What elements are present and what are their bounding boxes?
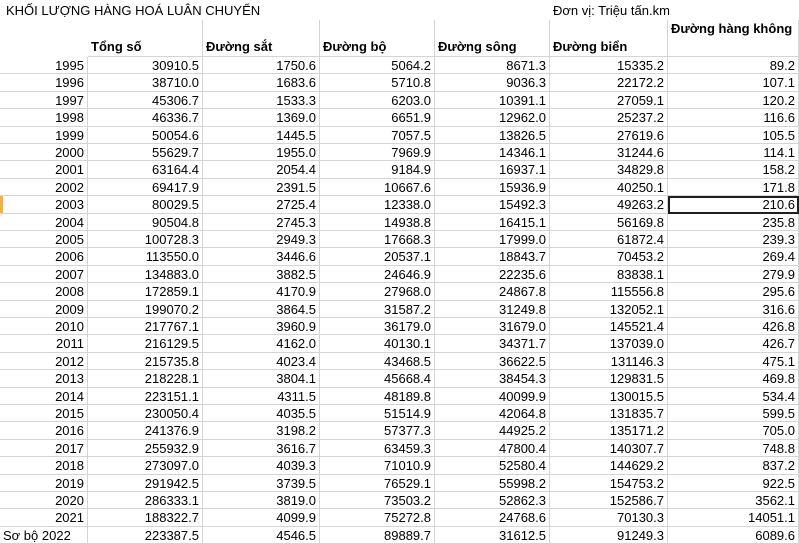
table-cell[interactable]: 4035.5 [203, 405, 320, 422]
year-cell[interactable]: 2002 [0, 179, 88, 196]
year-cell[interactable]: 2021 [0, 509, 88, 526]
table-cell[interactable]: 107.1 [668, 74, 799, 91]
column-header[interactable]: Đường sắt [203, 20, 320, 57]
table-cell[interactable]: 218228.1 [88, 370, 203, 387]
table-cell[interactable]: 12962.0 [435, 109, 550, 126]
table-cell[interactable]: 40250.1 [550, 179, 668, 196]
table-cell[interactable]: 1955.0 [203, 144, 320, 161]
table-cell[interactable]: 34371.7 [435, 335, 550, 352]
table-cell[interactable]: 239.3 [668, 231, 799, 248]
table-cell[interactable]: 52862.3 [435, 492, 550, 509]
table-cell[interactable]: 31249.8 [435, 301, 550, 318]
column-header[interactable]: Đường hàng không [668, 20, 799, 57]
table-cell[interactable]: 171.8 [668, 179, 799, 196]
table-cell[interactable]: 316.6 [668, 301, 799, 318]
table-cell[interactable]: 14051.1 [668, 509, 799, 526]
table-cell[interactable]: 135171.2 [550, 422, 668, 439]
table-cell[interactable]: 223151.1 [88, 388, 203, 405]
table-cell[interactable]: 24768.6 [435, 509, 550, 526]
table-cell[interactable]: 4162.0 [203, 335, 320, 352]
table-cell[interactable]: 57377.3 [320, 422, 435, 439]
table-cell[interactable]: 89889.7 [320, 527, 435, 544]
table-cell[interactable]: 31244.6 [550, 144, 668, 161]
table-cell[interactable]: 113550.0 [88, 248, 203, 265]
table-cell[interactable]: 63164.4 [88, 161, 203, 178]
table-cell[interactable]: 295.6 [668, 283, 799, 300]
table-cell[interactable]: 15936.9 [435, 179, 550, 196]
table-cell[interactable]: 10391.1 [435, 92, 550, 109]
column-header[interactable]: Đường biển [550, 20, 668, 57]
table-cell[interactable]: 116.6 [668, 109, 799, 126]
table-cell[interactable]: 45306.7 [88, 92, 203, 109]
table-cell[interactable]: 27968.0 [320, 283, 435, 300]
table-cell[interactable]: 22235.6 [435, 266, 550, 283]
table-cell[interactable]: 34829.8 [550, 161, 668, 178]
table-cell[interactable]: 291942.5 [88, 475, 203, 492]
table-cell[interactable]: 705.0 [668, 422, 799, 439]
table-cell[interactable]: 273097.0 [88, 457, 203, 474]
unit-label: Đơn vị: Triệu tấn.km [553, 3, 670, 18]
table-cell[interactable]: 137039.0 [550, 335, 668, 352]
table-cell[interactable]: 6651.9 [320, 109, 435, 126]
year-cell[interactable]: 2007 [0, 266, 88, 283]
table-cell[interactable]: 51514.9 [320, 405, 435, 422]
table-cell[interactable]: 158.2 [668, 161, 799, 178]
table-cell[interactable]: 748.8 [668, 440, 799, 457]
table-cell[interactable]: 3882.5 [203, 266, 320, 283]
year-cell[interactable]: 2015 [0, 405, 88, 422]
table-cell[interactable]: 55998.2 [435, 475, 550, 492]
table-cell[interactable]: 24867.8 [435, 283, 550, 300]
table-cell[interactable]: 215735.8 [88, 353, 203, 370]
table-cell[interactable]: 426.7 [668, 335, 799, 352]
table-cell[interactable]: 42064.8 [435, 405, 550, 422]
table-cell[interactable]: 49263.2 [550, 196, 668, 213]
table-cell[interactable]: 2949.3 [203, 231, 320, 248]
year-cell[interactable]: 1999 [0, 127, 88, 144]
table-cell[interactable]: 4023.4 [203, 353, 320, 370]
table-cell[interactable]: 48189.8 [320, 388, 435, 405]
year-cell[interactable]: 2013 [0, 370, 88, 387]
table-cell[interactable]: 45668.4 [320, 370, 435, 387]
year-cell[interactable]: 1996 [0, 74, 88, 91]
table-cell[interactable]: 9184.9 [320, 161, 435, 178]
table-cell[interactable]: 6203.0 [320, 92, 435, 109]
table-cell[interactable]: 61872.4 [550, 231, 668, 248]
table-cell[interactable]: 131146.3 [550, 353, 668, 370]
table-cell[interactable]: 426.8 [668, 318, 799, 335]
table-cell[interactable]: 24646.9 [320, 266, 435, 283]
table-cell[interactable]: 2054.4 [203, 161, 320, 178]
table-cell[interactable]: 837.2 [668, 457, 799, 474]
table-cell[interactable]: 1369.0 [203, 109, 320, 126]
table-cell[interactable]: 132052.1 [550, 301, 668, 318]
table-cell[interactable]: 14346.1 [435, 144, 550, 161]
year-cell[interactable]: 2012 [0, 353, 88, 370]
year-cell[interactable]: 2005 [0, 231, 88, 248]
table-cell[interactable]: 130015.5 [550, 388, 668, 405]
year-cell[interactable]: 1995 [0, 57, 88, 74]
table-cell[interactable]: 172859.1 [88, 283, 203, 300]
table-cell[interactable]: 4170.9 [203, 283, 320, 300]
column-header[interactable]: Tổng số [88, 20, 203, 57]
table-cell[interactable]: 3739.5 [203, 475, 320, 492]
table-cell[interactable]: 144629.2 [550, 457, 668, 474]
table-cell[interactable]: 269.4 [668, 248, 799, 265]
table-cell[interactable]: 223387.5 [88, 527, 203, 544]
year-cell[interactable]: 2009 [0, 301, 88, 318]
table-cell[interactable]: 50054.6 [88, 127, 203, 144]
table-cell[interactable]: 80029.5 [88, 196, 203, 213]
table-cell[interactable]: 44925.2 [435, 422, 550, 439]
table-cell[interactable]: 7057.5 [320, 127, 435, 144]
table-cell[interactable]: 36179.0 [320, 318, 435, 335]
column-header[interactable]: Đường sông [435, 20, 550, 57]
table-cell[interactable]: 14938.8 [320, 214, 435, 231]
year-cell[interactable]: 2003 [0, 196, 88, 213]
year-cell[interactable]: Sơ bộ 2022 [0, 527, 88, 544]
table-cell[interactable]: 36622.5 [435, 353, 550, 370]
table-cell[interactable]: 286333.1 [88, 492, 203, 509]
table-cell[interactable]: 7969.9 [320, 144, 435, 161]
table-cell[interactable]: 131835.7 [550, 405, 668, 422]
table-cell[interactable]: 52580.4 [435, 457, 550, 474]
table-cell[interactable]: 2725.4 [203, 196, 320, 213]
year-cell[interactable]: 1998 [0, 109, 88, 126]
table-cell[interactable]: 4311.5 [203, 388, 320, 405]
table-cell[interactable]: 230050.4 [88, 405, 203, 422]
table-cell[interactable]: 235.8 [668, 214, 799, 231]
table-cell[interactable]: 3616.7 [203, 440, 320, 457]
year-cell[interactable]: 2016 [0, 422, 88, 439]
year-cell[interactable]: 2011 [0, 335, 88, 352]
table-cell[interactable]: 70130.3 [550, 509, 668, 526]
table-cell[interactable]: 217767.1 [88, 318, 203, 335]
year-cell[interactable]: 2010 [0, 318, 88, 335]
table-cell[interactable]: 25237.2 [550, 109, 668, 126]
table-cell[interactable]: 1533.3 [203, 92, 320, 109]
table-cell[interactable]: 46336.7 [88, 109, 203, 126]
table-cell[interactable]: 38454.3 [435, 370, 550, 387]
table-cell[interactable]: 30910.5 [88, 57, 203, 74]
table-cell[interactable]: 76529.1 [320, 475, 435, 492]
table-cell[interactable]: 90504.8 [88, 214, 203, 231]
table-cell[interactable]: 3960.9 [203, 318, 320, 335]
table-cell[interactable]: 17999.0 [435, 231, 550, 248]
table-cell[interactable]: 9036.3 [435, 74, 550, 91]
table-cell[interactable]: 1445.5 [203, 127, 320, 144]
table-cell[interactable]: 1683.6 [203, 74, 320, 91]
table-cell[interactable]: 134883.0 [88, 266, 203, 283]
table-cell[interactable]: 38710.0 [88, 74, 203, 91]
table-cell[interactable]: 152586.7 [550, 492, 668, 509]
table-cell[interactable]: 17668.3 [320, 231, 435, 248]
table-cell[interactable]: 31612.5 [435, 527, 550, 544]
table-cell[interactable]: 56169.8 [550, 214, 668, 231]
table-cell[interactable]: 129831.5 [550, 370, 668, 387]
year-cell[interactable]: 1997 [0, 92, 88, 109]
table-cell[interactable]: 475.1 [668, 353, 799, 370]
table-cell[interactable]: 115556.8 [550, 283, 668, 300]
table-cell[interactable]: 255932.9 [88, 440, 203, 457]
table-cell[interactable]: 3804.1 [203, 370, 320, 387]
table-cell[interactable]: 188322.7 [88, 509, 203, 526]
year-cell[interactable]: 2008 [0, 283, 88, 300]
year-cell[interactable]: 2001 [0, 161, 88, 178]
table-cell[interactable]: 6089.6 [668, 527, 799, 544]
table-cell[interactable]: 18843.7 [435, 248, 550, 265]
table-cell[interactable]: 47800.4 [435, 440, 550, 457]
table-cell[interactable]: 241376.9 [88, 422, 203, 439]
year-cell[interactable]: 2000 [0, 144, 88, 161]
table-cell[interactable]: 3446.6 [203, 248, 320, 265]
table-cell[interactable]: 599.5 [668, 405, 799, 422]
year-cell[interactable]: 2020 [0, 492, 88, 509]
table-cell[interactable]: 55629.7 [88, 144, 203, 161]
table-cell[interactable]: 40099.9 [435, 388, 550, 405]
table-cell[interactable]: 5064.2 [320, 57, 435, 74]
table-cell[interactable]: 3864.5 [203, 301, 320, 318]
table-cell[interactable]: 16415.1 [435, 214, 550, 231]
table-cell[interactable]: 1750.6 [203, 57, 320, 74]
table-cell[interactable]: 71010.9 [320, 457, 435, 474]
table-cell[interactable]: 3562.1 [668, 492, 799, 509]
table-cell[interactable]: 199070.2 [88, 301, 203, 318]
table-cell[interactable]: 73503.2 [320, 492, 435, 509]
table-cell[interactable]: 4039.3 [203, 457, 320, 474]
table-cell[interactable]: 3198.2 [203, 422, 320, 439]
table-cell[interactable]: 279.9 [668, 266, 799, 283]
year-cell[interactable]: 2014 [0, 388, 88, 405]
table-cell[interactable]: 15492.3 [435, 196, 550, 213]
table-cell[interactable]: 83838.1 [550, 266, 668, 283]
table-cell[interactable]: 10667.6 [320, 179, 435, 196]
table-cell[interactable]: 22172.2 [550, 74, 668, 91]
table-cell[interactable]: 13826.5 [435, 127, 550, 144]
table-cell[interactable]: 63459.3 [320, 440, 435, 457]
table-cell[interactable]: 69417.9 [88, 179, 203, 196]
table-cell[interactable]: 75272.8 [320, 509, 435, 526]
table-cell[interactable]: 154753.2 [550, 475, 668, 492]
column-header[interactable]: Đường bộ [320, 20, 435, 57]
table-cell[interactable]: 120.2 [668, 92, 799, 109]
year-cell[interactable]: 2006 [0, 248, 88, 265]
table-cell[interactable]: 91249.3 [550, 527, 668, 544]
table-cell[interactable]: 27619.6 [550, 127, 668, 144]
year-cell[interactable]: 2019 [0, 475, 88, 492]
table-cell[interactable]: 8671.3 [435, 57, 550, 74]
table-cell[interactable]: 140307.7 [550, 440, 668, 457]
table-cell[interactable]: 4546.5 [203, 527, 320, 544]
table-cell[interactable]: 27059.1 [550, 92, 668, 109]
table-cell[interactable]: 534.4 [668, 388, 799, 405]
table-cell[interactable]: 114.1 [668, 144, 799, 161]
table-cell[interactable]: 145521.4 [550, 318, 668, 335]
year-cell[interactable]: 2017 [0, 440, 88, 457]
table-cell[interactable]: 31587.2 [320, 301, 435, 318]
table-cell[interactable]: 210.6 [668, 196, 799, 213]
table-cell[interactable]: 4099.9 [203, 509, 320, 526]
table-cell[interactable]: 12338.0 [320, 196, 435, 213]
table-cell[interactable]: 70453.2 [550, 248, 668, 265]
table-cell[interactable]: 105.5 [668, 127, 799, 144]
table-cell[interactable]: 2745.3 [203, 214, 320, 231]
year-cell[interactable]: 2004 [0, 214, 88, 231]
table-cell[interactable]: 469.8 [668, 370, 799, 387]
table-cell[interactable]: 216129.5 [88, 335, 203, 352]
table-cell[interactable]: 89.2 [668, 57, 799, 74]
table-cell[interactable]: 3819.0 [203, 492, 320, 509]
table-cell[interactable]: 100728.3 [88, 231, 203, 248]
table-cell[interactable]: 922.5 [668, 475, 799, 492]
table-cell[interactable]: 31679.0 [435, 318, 550, 335]
table-cell[interactable]: 5710.8 [320, 74, 435, 91]
table-cell[interactable]: 16937.1 [435, 161, 550, 178]
table-cell[interactable]: 15335.2 [550, 57, 668, 74]
table-cell[interactable]: 43468.5 [320, 353, 435, 370]
table-cell[interactable]: 2391.5 [203, 179, 320, 196]
table-cell[interactable]: 20537.1 [320, 248, 435, 265]
sheet-title: KHỐI LƯỢNG HÀNG HOÁ LUÂN CHUYỂN [6, 3, 261, 18]
year-cell[interactable]: 2018 [0, 457, 88, 474]
table-cell[interactable]: 40130.1 [320, 335, 435, 352]
